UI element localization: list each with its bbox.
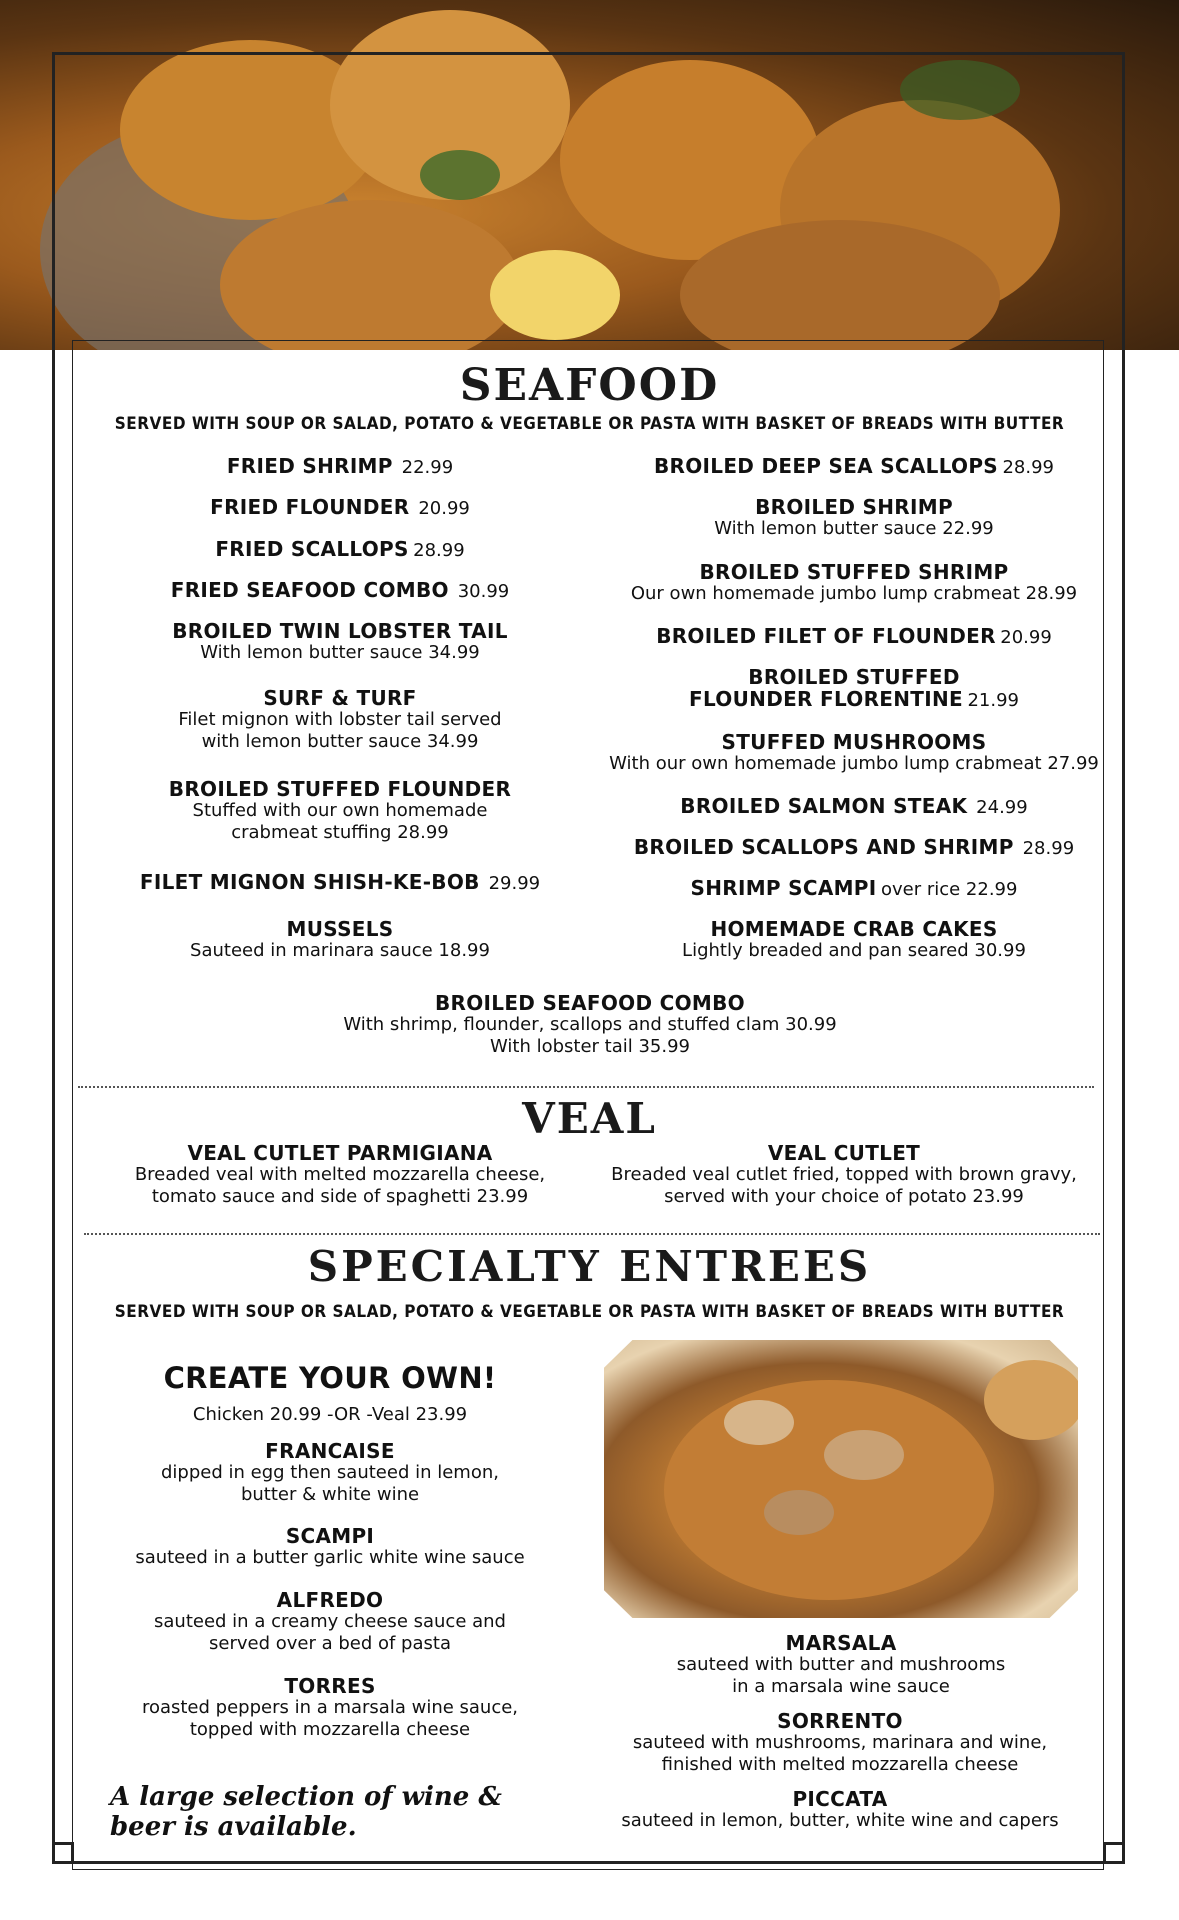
section-title-seafood: SEAFOOD <box>459 360 720 411</box>
menu-item: FRIED SEAFOOD COMBO 30.99 <box>170 578 510 602</box>
menu-item: TORRES roasted peppers in a marsala wine sauce, topped with mozzarella cheese <box>141 1674 519 1740</box>
menu-item: SCAMPI sauteed in a butter garlic white wine sauce <box>135 1524 525 1568</box>
menu-item: BROILED STUFFED FLOUNDER FLORENTINE 21.99 <box>689 665 1019 711</box>
menu-item-combo: BROILED SEAFOOD COMBO With shrimp, flounder, scallops and stuffed clam 30.99 With lobster tail 35.99 <box>343 991 837 1057</box>
menu-item: BROILED SCALLOPS AND SHRIMP 28.99 <box>633 835 1075 859</box>
create-your-own: CREATE YOUR OWN! Chicken 20.99 -OR -Veal 23.99 <box>163 1361 497 1425</box>
menu-item: BROILED TWIN LOBSTER TAIL With lemon butter sauce 34.99 <box>172 619 508 663</box>
menu-item: MUSSELS Sauteed in marinara sauce 18.99 <box>190 917 490 961</box>
menu-item: VEAL CUTLET Breaded veal cutlet fried, topped with brown gravy, served with your choice of potato 23.99 <box>611 1141 1077 1207</box>
menu-item: BROILED STUFFED FLOUNDER Stuffed with our own homemade crabmeat stuffing 28.99 <box>168 777 512 843</box>
menu-item: VEAL CUTLET PARMIGIANA Breaded veal with melted mozzarella cheese, tomato sauce and side of spaghetti 23.99 <box>134 1141 546 1207</box>
menu-item: FILET MIGNON SHISH-KE-BOB 29.99 <box>139 870 541 894</box>
menu-item: MARSALA sauteed with butter and mushrooms in a marsala wine sauce <box>676 1631 1006 1697</box>
section-subtitle-specialty: SERVED WITH SOUP OR SALAD, POTATO & VEGETABLE OR PASTA WITH BASKET OF BREADS WITH BUTTER <box>114 1302 1065 1322</box>
menu-item: FRIED SHRIMP 22.99 <box>226 454 454 478</box>
wine-note: A large selection of wine & beer is available. <box>110 1782 502 1842</box>
menu-item: BROILED STUFFED SHRIMP Our own homemade jumbo lump crabmeat 28.99 <box>630 560 1078 604</box>
menu-item: SHRIMP SCAMPI over rice 22.99 <box>690 876 1018 900</box>
menu-item: BROILED FILET OF FLOUNDER 20.99 <box>656 624 1052 648</box>
menu-item: BROILED DEEP SEA SCALLOPS 28.99 <box>654 454 1054 478</box>
section-subtitle-seafood: SERVED WITH SOUP OR SALAD, POTATO & VEGETABLE OR PASTA WITH BASKET OF BREADS WITH BUTTER <box>114 414 1065 434</box>
menu-item: FRIED FLOUNDER 20.99 <box>210 495 470 519</box>
section-title-veal: VEAL <box>522 1094 657 1143</box>
frame-corner-ornament <box>52 1842 74 1864</box>
menu-item: BROILED SALMON STEAK 24.99 <box>680 794 1028 818</box>
section-title-specialty: SPECIALTY ENTREES <box>307 1242 872 1291</box>
chicken-marsala-photo <box>604 1340 1078 1618</box>
menu-item: PICCATA sauteed in lemon, butter, white wine and capers <box>621 1787 1059 1831</box>
menu-item: FRIED SCALLOPS 28.99 <box>215 537 465 561</box>
menu-item: ALFREDO sauteed in a creamy cheese sauce and served over a bed of pasta <box>154 1588 506 1654</box>
menu-item: FRANCAISE dipped in egg then sauteed in lemon, butter & white wine <box>160 1439 499 1505</box>
hero-photo-fried-seafood <box>0 0 1179 350</box>
menu-item: BROILED SHRIMP With lemon butter sauce 22.99 <box>714 495 994 539</box>
menu-item: HOMEMADE CRAB CAKES Lightly breaded and pan seared 30.99 <box>682 917 1026 961</box>
section-divider <box>84 1233 1100 1235</box>
frame-corner-ornament <box>1103 1842 1125 1864</box>
menu-item: SORRENTO sauteed with mushrooms, marinara and wine, finished with melted mozzarella cheese <box>632 1709 1048 1775</box>
menu-item: STUFFED MUSHROOMS With our own homemade jumbo lump crabmeat 27.99 <box>609 730 1099 774</box>
menu-item: SURF & TURF Filet mignon with lobster tail served with lemon butter sauce 34.99 <box>178 686 502 752</box>
section-divider <box>78 1086 1094 1088</box>
